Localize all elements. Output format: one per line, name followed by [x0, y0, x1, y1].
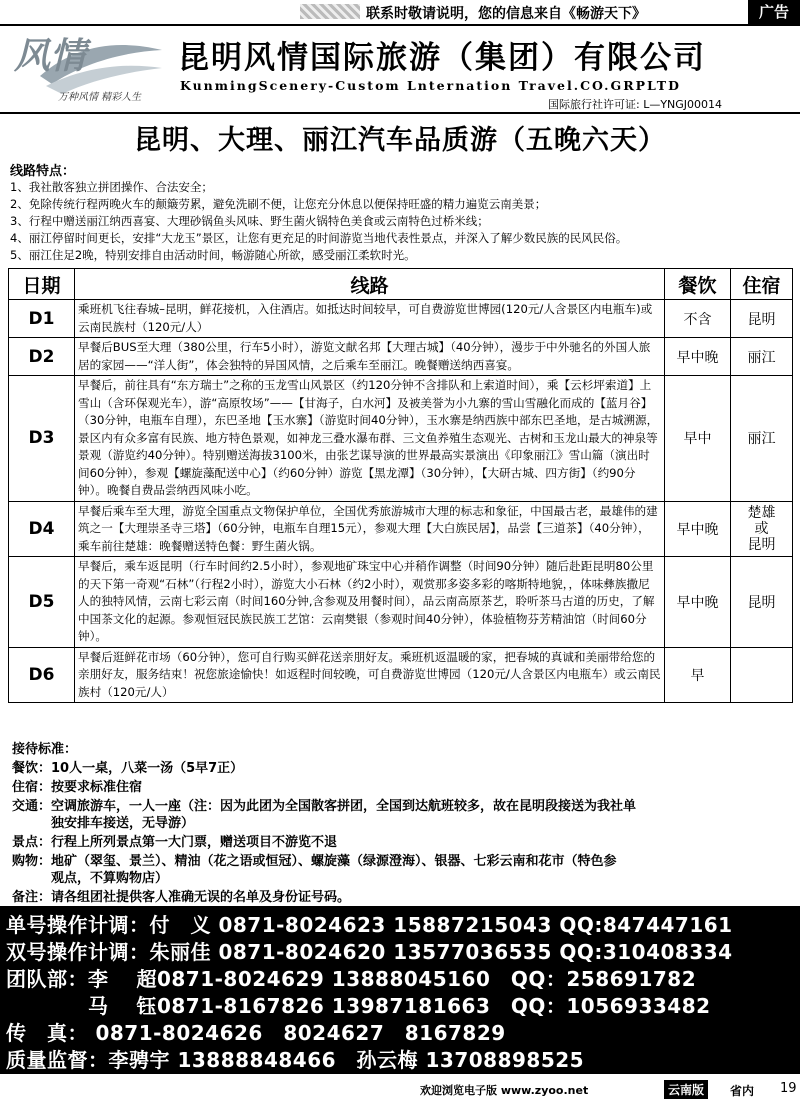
standard-item: 独安排车接送，无导游）: [12, 816, 195, 831]
table-header-row: [9, 269, 793, 300]
ad-badge: 广告: [748, 0, 800, 24]
standard-item: 住宿：按要求标准住宿: [12, 780, 143, 795]
feature-item: 3、行程中赠送丽江纳西喜宴、大理砂锅鱼头风味、野生菌火锅特色美食或云南特色过桥米线；: [10, 214, 489, 228]
header-meal: 餐饮: [665, 269, 731, 300]
header-divider: [0, 112, 800, 114]
meal-cell: 早中: [665, 376, 731, 502]
hotel-cell: [731, 647, 793, 703]
day-cell: D3: [9, 376, 75, 502]
feature-item: 5、丽江住足2晚，特别安排自由活动时间，畅游随心所欲，感受丽江柔软时光。: [10, 248, 416, 262]
table-row: [9, 376, 793, 502]
contact-line: 团队部：李 超0871-8024629 13888045160 QQ：258691782: [6, 967, 697, 991]
features-heading: 线路特点：: [10, 164, 76, 179]
table-row: [9, 300, 793, 338]
standard-item: 备注：请各组团社提供客人准确无误的名单及身份证号码。: [12, 890, 351, 905]
standard-item: 购物：地矿（翠玺、景兰）、精油（花之语或恒冠）、螺旋藻（绿源澄海）、银器、七彩云南和花市（特色参: [12, 854, 617, 869]
hotel-cell: 昆明: [731, 557, 793, 648]
standard-item: 交通：空调旅游车，一人一座（注：因为此团为全国散客拼团，全国到达航班较多，故在昆明段接送为我社单: [12, 799, 637, 814]
footer-province: 省内: [730, 1084, 755, 1098]
tour-title: 昆明、大理、丽江汽车品质游（五晚六天）: [134, 125, 666, 156]
decorative-checker-pattern: [300, 4, 360, 19]
contact-line: 马 钰0871-8167826 13987181663 QQ：1056933482: [6, 994, 711, 1018]
table-row: [9, 501, 793, 557]
contact-panel: [0, 906, 800, 1074]
header-route: 线路: [75, 269, 665, 300]
contact-line: 质量监督：李骋宇 13888848466 孙云梅 13708898525: [6, 1048, 585, 1072]
hotel-cell: 昆明: [731, 300, 793, 338]
meal-cell: 不含: [665, 300, 731, 338]
day-cell: D1: [9, 300, 75, 338]
meal-cell: 早: [665, 647, 731, 703]
company-name: 昆明风情国际旅游（集团）有限公司: [178, 40, 706, 76]
meal-cell: 早中晚: [665, 501, 731, 557]
header-hotel: 住宿: [731, 269, 793, 300]
feature-item: 4、丽江停留时间更长，安排“大龙玉”景区，让您有更充足的时间游览当地代表性景点，并深入了解少数民族的民风民俗。: [10, 231, 628, 245]
route-cell: 早餐后，前往具有“东方瑞士”之称的玉龙雪山风景区（约120分钟不含排队和上索道时间），乘【云杉坪索道】上雪山（含环保观光车），游“高原牧场”——【甘海子，白水河】及被美誉为小九寨的雪山雪融化而成的【蓝月谷】（30分钟，电瓶车自理），东巴圣地【玉水寨】（游览时间40分钟），玉水寨是纳西族中部东巴圣地，是古城溯源，景区内有众多富有民族、地方特色景观，如神龙三叠水瀑布群、三文鱼养殖生态观光、古树和玉龙山最大的神泉等景观（游览约40分钟）。特别赠送海拔3100米，由张艺谋导演的世界最高实景演出《印象丽江》雪山篇（演出时间60分钟），参观【螺旋藻配送中心】（约60分钟）游览【黑龙潭】（30分钟），【大研古城、四方街】（约90分钟）。晚餐自费品尝纳西风味小吃。: [75, 376, 665, 502]
table-row: [9, 647, 793, 703]
contact-line: 单号操作计调：付 义 0871-8024623 15887215043 QQ:847447161: [6, 913, 733, 937]
footer-website: 欢迎浏览电子版 www.zyoo.net: [420, 1084, 589, 1097]
contact-line: 传 真： 0871-8024626 8024627 8167829: [6, 1021, 506, 1045]
license-number: 国际旅行社许可证: L—YNGJ00014: [548, 98, 723, 111]
day-cell: D2: [9, 338, 75, 376]
route-cell: 早餐后，乘车返昆明（行车时间约2.5小时），参观地矿珠宝中心并稍作调整（时间90分钟）随后赴距昆明80公里的天下第一奇观“石林”（行程2小时），游览大小石林（约2小时），观赏那多姿多彩的喀斯特地貌，，体味彝族撒尼人的独特风情，云南七彩云南（时间160分钟,含参观及用餐时间），品云南高原茶艺，聆听茶马古道的历史，了解中国茶文化的起源。参观恒冠民族民族工艺馆：云南樊银（参观时间40分钟），体验植物芬芳精油馆（时间60分钟）。: [75, 557, 665, 648]
route-cell: 早餐后逛鲜花市场（60分钟），您可自行购买鲜花送亲朋好友。乘班机返温暖的家，把春城的真诚和美丽带给您的亲朋好友，服务结束！祝您旅途愉快！如返程时间较晚，可自费游览世博园（120元/人含景区内电瓶车）或云南民族村（120元/人）: [75, 647, 665, 703]
day-cell: D6: [9, 647, 75, 703]
page-number: 19: [780, 1081, 797, 1096]
footer-edition: 云南版: [664, 1080, 708, 1099]
table-row: [9, 338, 793, 376]
header-day: 日期: [9, 269, 75, 300]
meal-cell: 早中晚: [665, 338, 731, 376]
contact-line: 双号操作计调：朱丽佳 0871-8024620 13577036535 QQ:310408334: [6, 940, 733, 964]
standard-item: 餐饮：10人一桌，八菜一汤（5早7正）: [12, 761, 244, 776]
standard-item: 观点，不算购物店）: [12, 871, 169, 886]
hotel-cell: 丽江: [731, 338, 793, 376]
route-cell: 早餐后BUS至大理（380公里，行车5小时），游览文献名邦【大理古城】（40分钟），漫步于中外驰名的外国人旅居的家园——“洋人街”，体会独特的异国风情，之后乘车至丽江。晚餐赠送纳西喜宴。: [75, 338, 665, 376]
company-name-en: KunmingScenery-Custom Lnternation Travel.CO.GRPLTD: [180, 78, 681, 93]
hotel-cell: 楚雄 或 昆明: [731, 501, 793, 557]
logo-slogan: 万种风情 精彩人生: [58, 92, 142, 103]
day-cell: D5: [9, 557, 75, 648]
route-cell: 乘班机飞往春城–昆明，鲜花接机，入住酒店。如抵达时间较早，可自费游览世博园(120元/人含景区内电瓶车)或云南民族村（120元/人）: [75, 300, 665, 338]
feature-item: 2、免除传统行程两晚火车的颠簸劳累，避免洗刷不便，让您充分休息以便保持旺盛的精力遍览云南美景；: [10, 197, 547, 211]
standard-item: 景点：行程上所列景点第一大门票，赠送项目不游览不退: [12, 835, 338, 850]
feature-item: 1、我社散客独立拼团操作、合法安全；: [10, 180, 213, 194]
table-row: [9, 557, 793, 648]
day-cell: D4: [9, 501, 75, 557]
route-cell: 早餐后乘车至大理，游览全国重点文物保护单位，全国优秀旅游城市大理的标志和象征，中国最古老，最雄伟的建筑之一【大理崇圣寺三塔】（60分钟，电瓶车自理15元），参观大理【大白族民居】，品尝【三道茶】（40分钟），乘车前往楚雄：晚餐赠送特色餐：野生菌火锅。: [75, 501, 665, 557]
meal-cell: 早中晚: [665, 557, 731, 648]
logo-mark: 风情: [14, 35, 87, 77]
top-divider: [0, 24, 800, 26]
standards-heading: 接待标准：: [12, 742, 78, 757]
source-note: 联系时敬请说明，您的信息来自《畅游天下》: [366, 6, 646, 22]
hotel-cell: 丽江: [731, 376, 793, 502]
itinerary-table: [8, 268, 793, 703]
